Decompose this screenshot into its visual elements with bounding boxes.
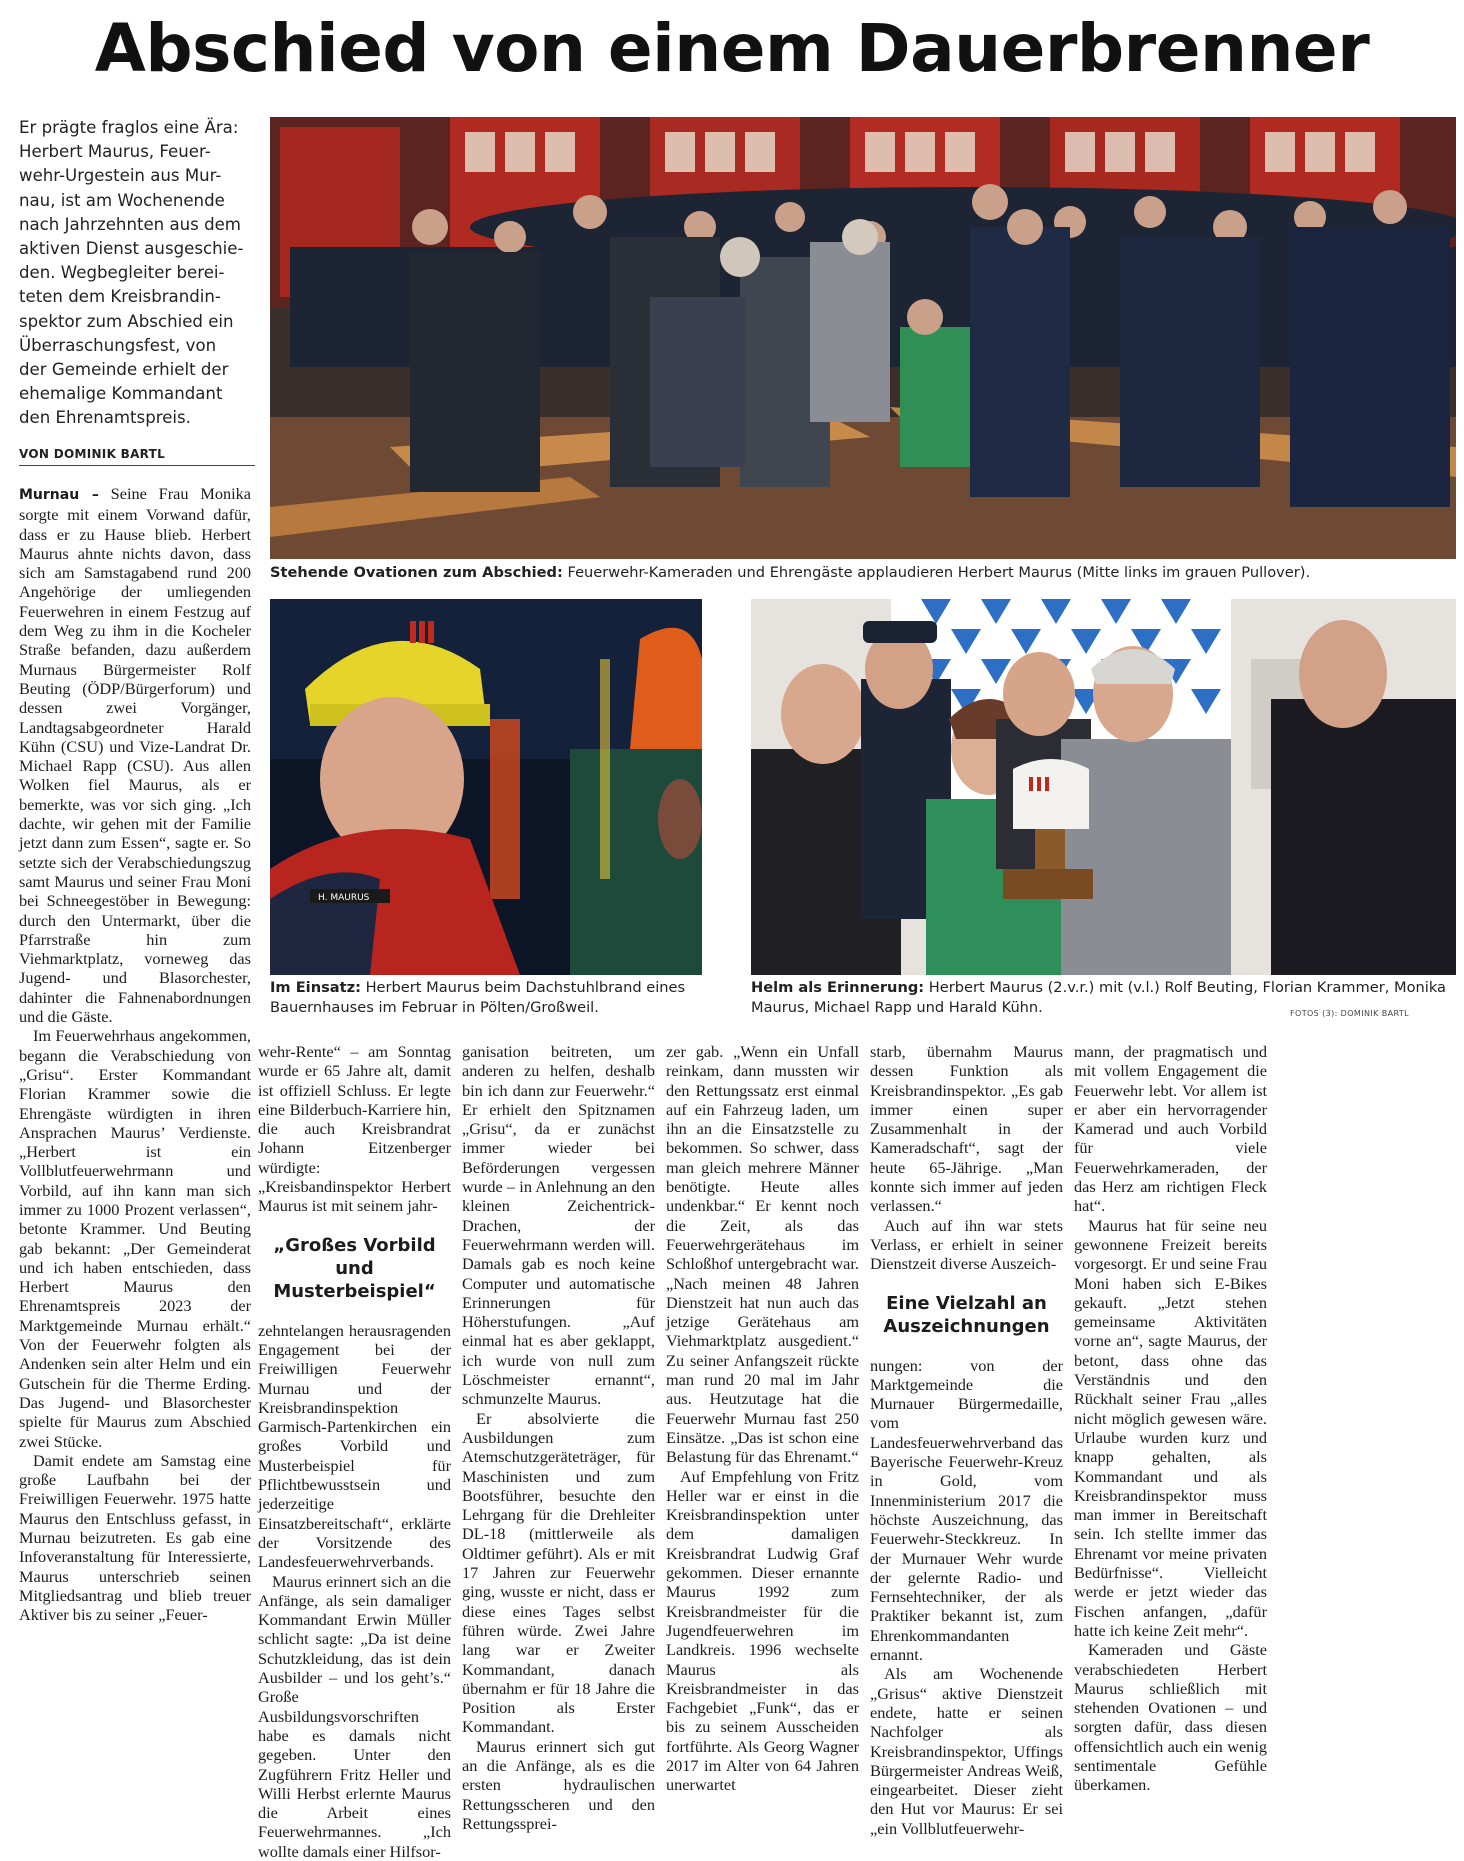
caption-main xyxy=(270,563,1456,583)
article-column-6 xyxy=(1074,1042,1267,1795)
article-column-5 xyxy=(870,1042,1063,1838)
teaser-line: Überraschungsfest, von xyxy=(19,335,217,355)
paragraph: zer gab. „Wenn ein Unfall reinkam, dann mussten wir den Rettungssatz erst einmal auf ein Fahrzeug laden, um ihn an die Einsatzstelle zu bekommen. So schwer, dass man gleich mehrere Männer benötigte. Heute alles undenkbar.“ Er kennt noch die Zeit, als das Feuerwehrgerätehaus im Schloßhof untergebracht war. „Nach meinen 48 Jahren Dienstzeit hat nun auch das jetzige Gerätehaus am Viehmarktplatz ausgedient.“ Zu seiner Anfangszeit rückte man rund 20 mal im Jahr aus. Heutzutage hat die Feuerwehr Murnau fast 250 Einsätze. „Das ist schon eine Belastung für das Ehrenamt.“ xyxy=(666,1042,859,1467)
photo-helmet xyxy=(751,599,1456,975)
article-column-1 xyxy=(19,484,251,1625)
teaser-line: den. Wegbegleiter berei- xyxy=(19,263,225,283)
paragraph: Im Feuerwehrhaus angekommen, begann die Verabschiedung von „Grisu“. Erster Kommandant Florian Krammer sowie die Ehrengäste würdigten in ihren Ansprachen Maurus’ Verdienste. „Herbert ist ein Vollblutfeuerwehrmann und Vorbild, auf ihn kann man sich immer zu 1000 Prozent verlassen“, betonte Krammer. Und Beuting gab bekannt: „Der Gemeinderat und ich haben entschieden, dass Herbert Maurus den Ehrenamtspreis 2023 der Marktgemeinde Murnau erhält.“ Von der Feuerwehr folgten als Andenken sein alter Helm und ein Gutschein für die Therme Erding. Das Jugend- und Blasorchester spielte für Maurus zum Abschied zwei Stücke. xyxy=(19,1026,251,1451)
teaser-line: aktiven Dienst ausgeschie- xyxy=(19,239,244,259)
paragraph: starb, übernahm Maurus dessen Funktion als Kreisbrandinspektor. „Es gab immer einen super Zusammenhalt in der Kameradschaft“, sagt der heute 65-Jährige. „Man konnte sich immer auf jeden verlassen.“ xyxy=(870,1042,1063,1216)
byline: VON DOMINIK BARTL xyxy=(19,447,255,466)
paragraph: Kameraden und Gäste verabschiedeten Herbert Maurus schließlich mit stehenden Ovationen – und sorgten dafür, dass diesen offensichtlich auch ein wenig sentimentale Gefühle überkamen. xyxy=(1074,1640,1267,1795)
teaser xyxy=(19,116,251,431)
paragraph: Als am Wochenende „Grisus“ aktive Dienstzeit endete, hatte er seinen Nachfolger als Kreisbrandinspektor, Uffings Bürgermeister Andreas Weiß, eingearbeitet. Dieser zieht den Hut vor Maurus: Er sei „ein Vollblutfeuerwehr- xyxy=(870,1664,1063,1838)
paragraph: Maurus erinnert sich gut an die Anfänge, als es die ersten hydraulischen Rettungsscheren und den Rettungssprei- xyxy=(462,1736,655,1833)
jacket-name-tag: H. MAURUS xyxy=(318,893,370,903)
caption-left-label: Im Einsatz: xyxy=(270,979,361,996)
teaser-line: wehr-Urgestein aus Mur- xyxy=(19,166,222,186)
article-column-2 xyxy=(258,1042,451,1861)
subheading: Eine Vielzahl an Auszeichnungen xyxy=(883,1292,1050,1337)
subheading: „Großes Vorbild und Musterbeispiel“ xyxy=(273,1234,436,1302)
paragraph: wehr-Rente“ – am Sonntag wurde er 65 Jahre alt, damit ist offiziell Schluss. Er legte eine Bilderbuch-Karriere hin, die auch Kreisbrandrat Johann Eitzenberger würdigte: „Kreisbandinspektor Herbert Maurus ist mit seinem jahr- xyxy=(258,1042,451,1216)
caption-left-text: Herbert Maurus beim Dachstuhlbrand eines Bauernhauses im Februar in Pölten/Großweil. xyxy=(270,979,686,1016)
paragraph: Seine Frau Monika sorgte mit einem Vorwand dafür, dass er zu Hause blieb. Herbert Maurus ahnte nichts davon, dass sich am Samstagabend rund 200 Angehörige der umliegenden Feuerwehren in einem Festzug auf dem Weg zu ihm in die Kocheler Straße befanden, dazu außerdem Murnaus Bürgermeister Rolf Beuting (ÖDP/Bürgerforum) und dessen zwei Vorgänger, Landtagsabgeordneter Harald Kühn (CSU) und Vize-Landrat Dr. Michael Rapp (CSU). Aus allen Wolken fiel Maurus, als er bemerkte, was vor sich ging. „Ich dachte, wir gehen mit der Familie jetzt dann zum Essen“, sagte er. So setzte sich der Verabschiedungszug samt Maurus und seiner Frau Moni bei Schneegestöber in Bewegung: durch den Untermarkt, über die Pfarrstraße hin zum Viehmarktplatz, vorneweg das Jugend- und Blasorchester, dahinter die Fahnenabordnungen und die Gäste. xyxy=(19,484,251,1027)
article-column-4 xyxy=(666,1042,859,1795)
paragraph: nungen: von der Marktgemeinde die Murnauer Bürgermedaille, vom Landesfeuerwehrverband das Bayerische Feuerwehr-Kreuz in Gold, vom Innenministerium 2017 die höchste Auszeichnung, das Feuerwehr-Steckkreuz. In der Murnauer Wehr wurde der gelernte Radio- und Fernsehtechniker, der als Praktiker bekannt ist, zum Ehrenkommandanten ernannt. xyxy=(870,1355,1063,1665)
paragraph: Auf Empfehlung von Fritz Heller war er einst in die Kreisbrandinspektion unter dem damaligen Kreisbrandrat Ludwig Graf gekommen. Dieser ernannte Maurus 1992 zum Kreisbrandmeister für die Jugendfeuerwehren im Landkreis. 1996 wechselte Maurus als Kreisbrandmeister in das Fachgebiet „Funk“, das er bis zu seinem Ausscheiden fortführte. Als Georg Wagner 2017 im Alter von 64 Jahren unerwartet xyxy=(666,1466,859,1795)
photo-credit: FOTOS (3): DOMINIK BARTL xyxy=(1290,1009,1410,1018)
teaser-line: nach Jahrzehnten aus dem xyxy=(19,214,241,234)
teaser-line: der Gemeinde erhielt der xyxy=(19,360,229,380)
article-column-3 xyxy=(462,1042,655,1833)
teaser-line: den Ehrenamtspreis. xyxy=(19,408,191,428)
photo-operation xyxy=(270,599,702,975)
caption-main-text: Feuerwehr-Kameraden und Ehrengäste applaudieren Herbert Maurus (Mitte links im grauen Pullover). xyxy=(567,564,1311,581)
paragraph: Damit endete am Samstag eine große Laufbahn bei der Freiwilligen Feuerwehr. 1975 hatte Maurus den Entschluss gefasst, in Murnau beizutreten. Es gab eine Infoveranstaltung für Interessierte, Maurus unterschrieb seinen Mitgliedsantrag und blieb treuer Aktiver bis zu seiner „Feuer- xyxy=(19,1450,251,1625)
teaser-line: teten dem Kreisbrandin- xyxy=(19,287,221,307)
paragraph: Auch auf ihn war stets Verlass, er erhielt in seiner Dienstzeit diverse Auszeich- xyxy=(870,1215,1063,1274)
caption-main-label: Stehende Ovationen zum Abschied: xyxy=(270,564,563,581)
paragraph: zehntelangen herausragenden Engagement bei der Freiwilligen Feuerwehr Murnau und der Kreisbrandinspektion Garmisch-Partenkirchen ein großes Vorbild und Musterbeispiel für Pflichtbewusstsein und jederzeitige Einsatzbereitschaft“, erklärte der Vorsitzende des Landesfeuerwehrverbands. xyxy=(258,1320,451,1572)
teaser-line: ehemalige Kommandant xyxy=(19,384,223,404)
teaser-line: Herbert Maurus, Feuer- xyxy=(19,142,211,162)
caption-right-text: Herbert Maurus (2.v.r.) mit (v.l.) Rolf Beuting, Florian Krammer, Monika Maurus, Michael Rapp und Harald Kühn. xyxy=(751,979,1446,1016)
teaser-line: spektor zum Abschied ein xyxy=(19,311,234,331)
paragraph: Maurus hat für seine neu gewonnene Freizeit bereits vorgesorgt. Er und seine Frau Moni haben sich E-Bikes gekauft. „Jetzt stehen gemeinsame Aktivitäten vorne an“, sagte Maurus, der betont, dass ohne das Verständnis und den Rückhalt seiner Frau „alles nicht möglich gewesen wäre. Urlaube wurden kurz und knapp gehalten, als Kommandant und als Kreisbrandinspektor muss man immer in Bereitschaft sein. Ich stellte immer das Ehrenamt vor meine privaten Bedürfnisse“. Vielleicht werde er jetzt wieder das Fischen anfangen, „dafür hatte ich keine Zeit mehr“. xyxy=(1074,1215,1267,1640)
teaser-line: nau, ist am Wochenende xyxy=(19,190,225,210)
paragraph: ganisation beitreten, um anderen zu helfen, deshalb bin ich dann zur Feuerwehr.“ Er erhielt den Spitznamen „Grisu“, da er zunächst immer wieder bei Beförderungen vergessen wurde – in Anlehnung an den kleinen Zeichentrick-Drachen, der Feuerwehrmann werden will. Damals gab es noch keine Computer und automatische Erinnerungen für Höherstufungen. „Auf einmal hat es aber geklappt, ich wurde von null zum Löschmeister ernannt“, schmunzelte Maurus. xyxy=(462,1042,655,1409)
headline: Abschied von einem Dauerbrenner xyxy=(94,10,1370,87)
caption-left xyxy=(270,978,710,1018)
paragraph: Er absolvierte die Ausbildungen zum Atemschutzgeräteträger, für Maschinisten und zum Bootsführer, besuchte den Lehrgang für die Drehleiter DL-18 (mittlerweile als Oldtimer geführt). Als er mit 17 Jahren zur Feuerwehr ging, wusste er nicht, dass er diese eines Tages selbst führen würde. Zwei Jahre lang war er Zweiter Kommandant, danach übernahm er für 18 Jahre die Position als Erster Kommandant. xyxy=(462,1408,655,1737)
dateline: Murnau – xyxy=(19,487,99,503)
paragraph: Maurus erinnert sich an die Anfänge, als sein damaliger Kommandant Erwin Müller schlicht sagte: „Da ist deine Schutzkleidung, das ist dein Ausbilder – und los geht’s.“ Große Ausbildungsvorschriften habe es damals nicht gegeben. Unter den Zugführern Fritz Heller und Willi Herbst erlernte Maurus die Arbeit eines Feuerwehrmannes. „Ich wollte damals einer Hilfsor- xyxy=(258,1571,451,1861)
photo-ceremony xyxy=(270,117,1456,559)
teaser-line: Er prägte fraglos eine Ära: xyxy=(19,118,239,137)
paragraph: mann, der pragmatisch und mit vollem Engagement die Feuerwehr lebt. Vor allem ist er aber ein hervorragender Kamerad und auch Vorbild für viele Feuerwehrkameraden, der das Herz am richtigen Fleck hat“. xyxy=(1074,1042,1267,1216)
caption-right-label: Helm als Erinnerung: xyxy=(751,979,925,996)
